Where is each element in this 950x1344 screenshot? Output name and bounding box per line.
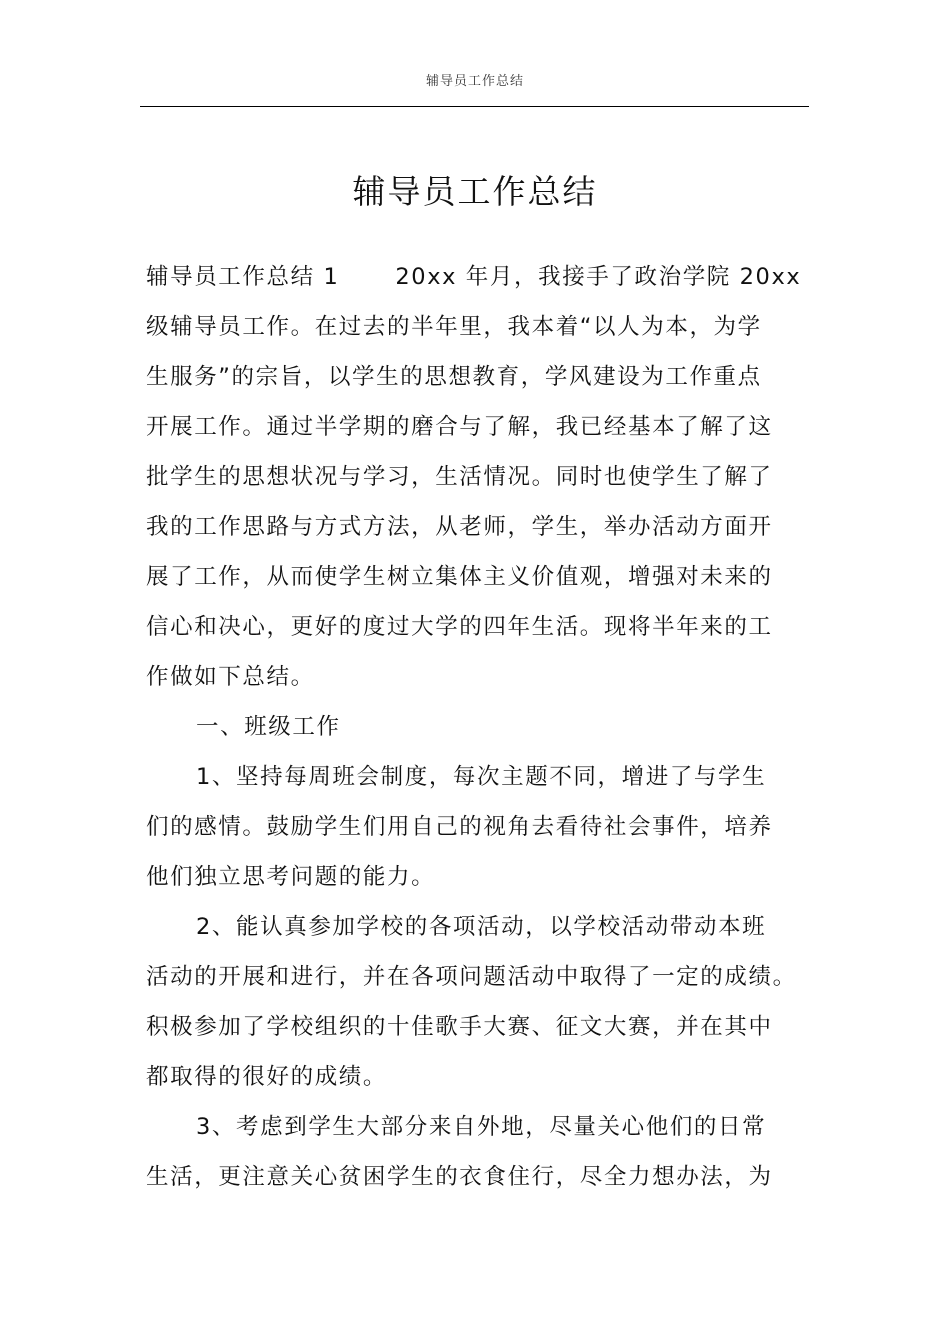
section-heading: 一、班级工作 [196, 714, 341, 740]
body-line: 我的工作思路与方式方法，从老师，学生，举办活动方面开 [146, 514, 773, 540]
list-item-start: 1、坚持每周班会制度，每次主题不同，增进了与学生 [196, 764, 767, 790]
body-line: 他们独立思考问题的能力。 [146, 864, 436, 890]
body-line: 都取得的很好的成绩。 [146, 1064, 388, 1090]
running-header: 辅导员工作总结 [425, 74, 524, 89]
body-line: 生服务”的宗旨，以学生的思想教育，学风建设为工作重点 [146, 364, 762, 390]
list-item-start: 3、考虑到学生大部分来自外地，尽量关心他们的日常 [196, 1114, 767, 1140]
body-line: 活动的开展和进行，并在各项问题活动中取得了一定的成绩。 [146, 964, 797, 990]
body-line: 生活，更注意关心贫困学生的衣食住行，尽全力想办法，为 [146, 1164, 773, 1190]
body-line: 开展工作。通过半学期的磨合与了解，我已经基本了解了这 [146, 414, 773, 440]
body-line: 们的感情。鼓励学生们用自己的视角去看待社会事件，培养 [146, 814, 773, 840]
body-line: 级辅导员工作。在过去的半年里，我本着“以人为本，为学 [146, 314, 762, 340]
body-line: 作做如下总结。 [146, 664, 315, 690]
document-title: 辅导员工作总结 [352, 172, 598, 211]
body-line: 信心和决心，更好的度过大学的四年生活。现将半年来的工 [146, 614, 773, 640]
list-item-start: 2、能认真参加学校的各项活动，以学校活动带动本班 [196, 914, 767, 940]
header-divider [140, 106, 809, 107]
document-body [146, 252, 811, 1202]
body-line: 展了工作，从而使学生树立集体主义价值观，增强对未来的 [146, 564, 773, 590]
body-line: 批学生的思想状况与学习，生活情况。同时也使学生了解了 [146, 464, 773, 490]
body-line: 积极参加了学校组织的十佳歌手大赛、征文大赛，并在其中 [146, 1014, 773, 1040]
section-lead-label: 辅导员工作总结 1 [146, 264, 340, 290]
body-line-text: 20xx 年月，我接手了政治学院 20xx [395, 264, 802, 290]
body-line [146, 252, 811, 302]
